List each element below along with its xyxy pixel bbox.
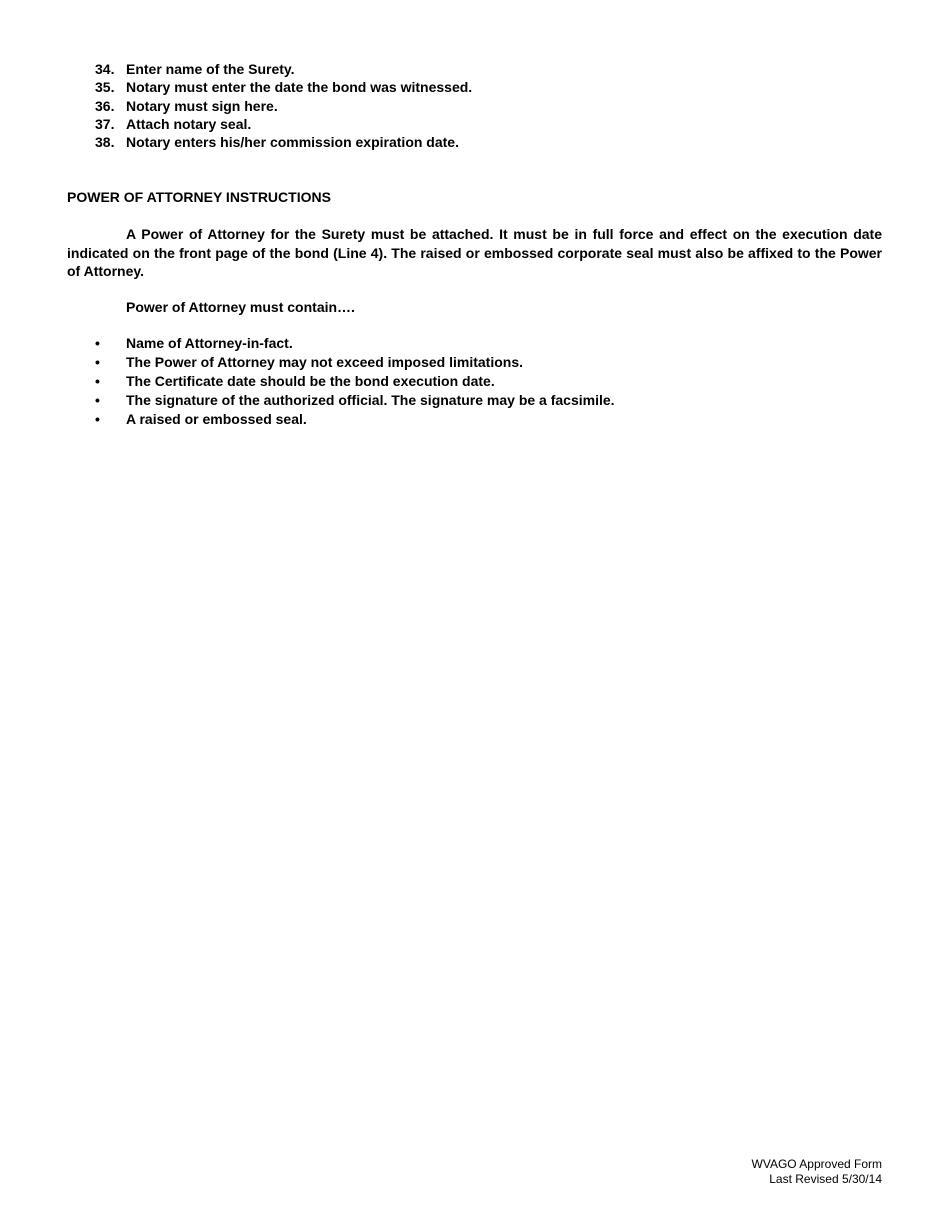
step-number: 34. <box>95 61 115 77</box>
list-item <box>95 391 795 410</box>
step-text: Notary enters his/her commission expiration date. <box>126 134 459 151</box>
step-number: 36. <box>95 97 115 114</box>
list-item <box>95 115 795 133</box>
requirement-text: A raised or embossed seal. <box>126 411 307 427</box>
step-text: Attach notary seal. <box>126 115 252 132</box>
footer-last-revised: Last Revised 5/30/14 <box>769 1172 882 1186</box>
list-item <box>95 353 795 372</box>
instructions-paragraph: A Power of Attorney for the Surety must be attached. It must be in full force and effect on the execution date indicated on the front page of the bond (Line 4). The raised or embossed corporate seal must also be affixed to the Power of Attorney. <box>67 226 882 279</box>
step-number: 35. <box>95 79 115 96</box>
step-number: 37. <box>95 115 115 132</box>
step-number: 38. <box>95 134 115 151</box>
bullet-icon: • <box>95 335 100 351</box>
list-item <box>95 78 795 96</box>
list-item <box>95 60 795 78</box>
list-item <box>95 97 795 115</box>
bullet-icon: • <box>95 411 100 427</box>
list-item <box>95 334 795 353</box>
bullet-icon: • <box>95 392 100 408</box>
list-item <box>95 133 795 151</box>
contain-heading: Power of Attorney must contain…. <box>126 299 355 315</box>
step-text: Enter name of the Surety. <box>126 61 295 77</box>
page-footer <box>752 1157 882 1187</box>
list-item <box>95 410 795 429</box>
requirement-text: The signature of the authorized official. The signature may be a facsimile. <box>126 392 615 408</box>
footer-approved-form: WVAGO Approved Form <box>751 1157 882 1171</box>
section-title: POWER OF ATTORNEY INSTRUCTIONS <box>67 189 331 205</box>
requirement-text: The Certificate date should be the bond execution date. <box>126 373 495 389</box>
bullet-icon: • <box>95 354 100 370</box>
bullet-icon: • <box>95 373 100 389</box>
numbered-steps-list <box>95 60 795 151</box>
requirements-list <box>95 334 795 429</box>
list-item <box>95 372 795 391</box>
requirement-text: Name of Attorney-in-fact. <box>126 335 293 351</box>
step-text: Notary must sign here. <box>126 97 278 114</box>
requirement-text: The Power of Attorney may not exceed imposed limitations. <box>126 354 524 370</box>
step-text: Notary must enter the date the bond was witnessed. <box>126 79 473 96</box>
